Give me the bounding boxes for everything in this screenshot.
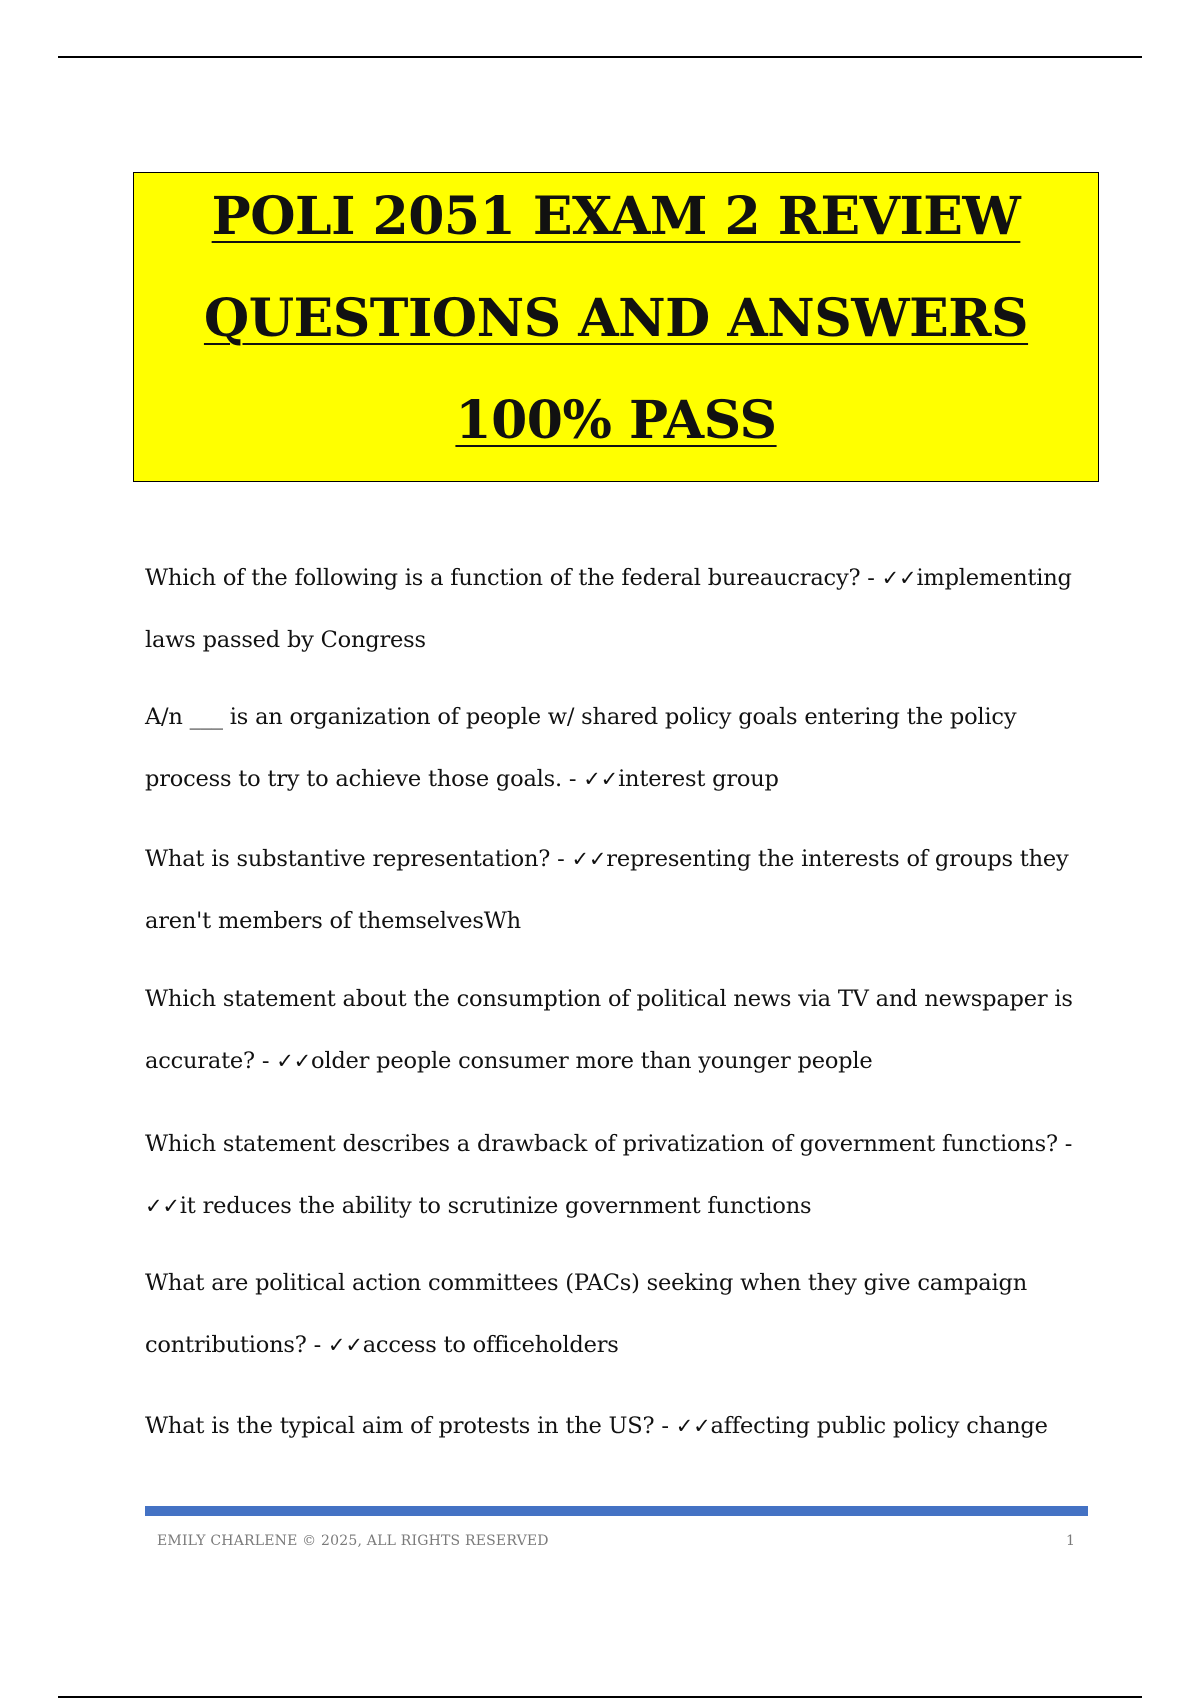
question-text: A/n ___ is an organization of people w/ shared policy goals entering the policy process to try to achieve those goals. - <box>145 704 1017 792</box>
footer-copyright: EMILY CHARLENE © 2025, ALL RIGHTS RESERVED <box>157 1533 549 1549</box>
check-marker: ✓✓ <box>583 767 619 791</box>
qa-item <box>145 1252 1095 1376</box>
check-marker: ✓✓ <box>276 1049 312 1073</box>
qa-item <box>145 828 1095 952</box>
qa-item <box>145 686 1095 810</box>
check-marker: ✓✓ <box>145 1194 180 1218</box>
title-line-3: 100% PASS <box>455 390 777 451</box>
answer-text: representing the interests of groups they aren't members of themselvesWh <box>145 846 1069 934</box>
answer-text: implementing laws passed by Congress <box>145 565 1072 653</box>
check-marker: ✓✓ <box>571 847 607 871</box>
top-rule <box>58 56 1142 58</box>
title-banner <box>133 172 1099 482</box>
page-number: 1 <box>1066 1533 1075 1549</box>
question-text: Which statement about the consumption of political news via TV and newspaper is accurate? - <box>145 986 1073 1074</box>
title-line-2: QUESTIONS AND ANSWERS <box>203 288 1029 349</box>
question-text: Which of the following is a function of the federal bureaucracy? - <box>145 565 882 591</box>
qa-item <box>145 968 1095 1092</box>
qa-item <box>145 1113 1095 1237</box>
qa-item <box>145 547 1095 671</box>
answer-text: access to officeholders <box>362 1332 619 1358</box>
check-marker: ✓✓ <box>881 566 917 590</box>
footer-bar <box>145 1506 1088 1516</box>
answer-text: older people consumer more than younger people <box>311 1048 873 1074</box>
question-text: What is substantive representation? - <box>145 846 572 872</box>
bottom-rule <box>58 1696 1142 1698</box>
question-text: What are political action committees (PACs) seeking when they give campaign contributions? - <box>145 1270 1027 1358</box>
question-text: What is the typical aim of protests in the US? - <box>145 1413 676 1439</box>
qa-item <box>145 1395 1095 1457</box>
title-line-1: POLI 2051 EXAM 2 REVIEW <box>211 186 1021 247</box>
answer-text: it reduces the ability to scrutinize government functions <box>179 1193 812 1219</box>
check-marker: ✓✓ <box>675 1414 711 1438</box>
question-text: Which statement describes a drawback of privatization of government functions? - <box>145 1131 1073 1157</box>
answer-text: affecting public policy change <box>710 1413 1048 1439</box>
check-marker: ✓✓ <box>327 1333 363 1357</box>
answer-text: interest group <box>618 766 779 792</box>
